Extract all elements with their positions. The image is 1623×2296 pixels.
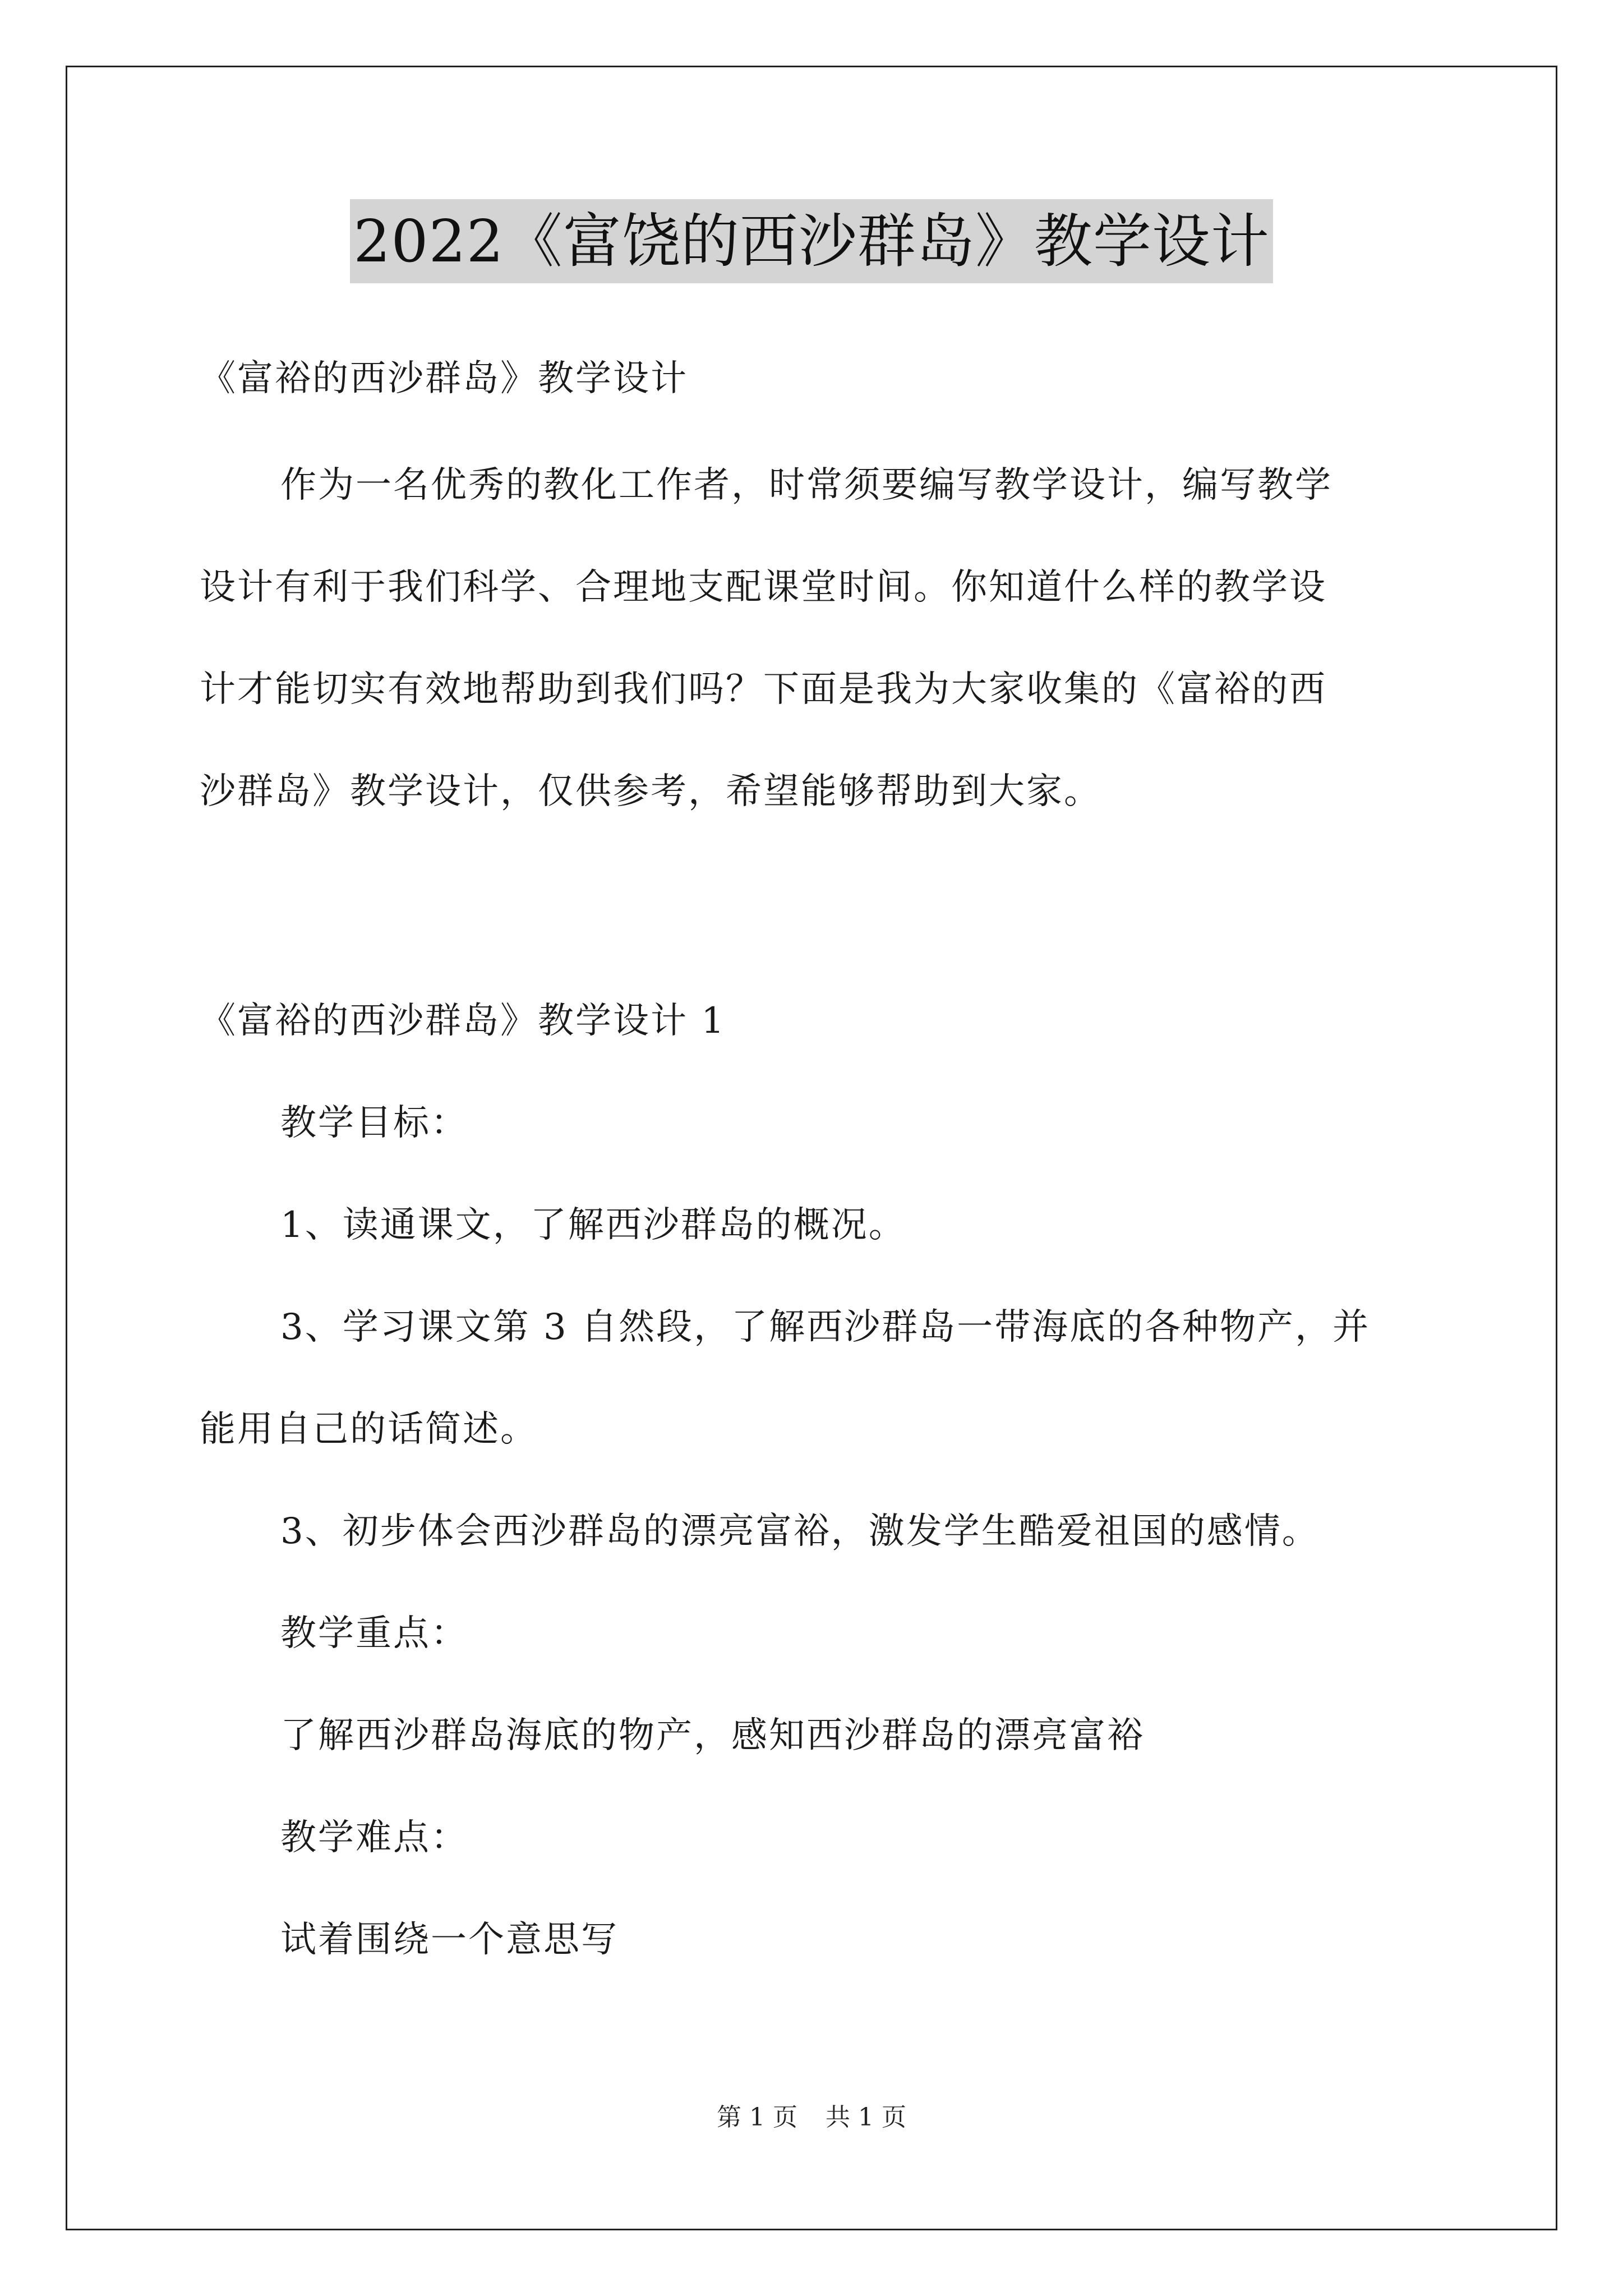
objectives-heading: 教学目标：: [280, 1102, 468, 1144]
page-number: 第 1 页: [717, 2103, 797, 2132]
document-title: 2022《富饶的西沙群岛》教学设计: [350, 199, 1273, 283]
key-points-heading: 教学重点：: [280, 1613, 468, 1654]
objective-3: 3、初步体会西沙群岛的漂亮富裕，激发学生酷爱祖国的感情。: [280, 1511, 1320, 1552]
key-points-text: 了解西沙群岛海底的物产，感知西沙群岛的漂亮富裕: [280, 1715, 1145, 1756]
title-container: [0, 199, 1623, 283]
objective-2-line-1: 3、学习课文第 3 自然段，了解西沙群岛一带海底的各种物产，并: [280, 1306, 1371, 1348]
subtitle: 《富裕的西沙群岛》教学设计: [200, 358, 688, 399]
difficulties-heading: 教学难点：: [280, 1817, 468, 1858]
intro-paragraph-line-3: 计才能切实有效地帮助到我们吗？下面是我为大家收集的《富裕的西: [200, 669, 1327, 710]
objective-1: 1、读通课文，了解西沙群岛的概况。: [280, 1204, 906, 1246]
page-footer: [0, 2101, 1623, 2134]
section-heading: 《富裕的西沙群岛》教学设计 1: [200, 1000, 726, 1042]
page-total: 共 1 页: [826, 2103, 906, 2132]
objective-2-line-2: 能用自己的话简述。: [200, 1409, 538, 1450]
intro-paragraph-line-2: 设计有利于我们科学、合理地支配课堂时间。你知道什么样的教学设: [200, 567, 1327, 608]
difficulties-text: 试着围绕一个意思写: [280, 1919, 619, 1961]
intro-paragraph-line-4: 沙群岛》教学设计，仅供参考，希望能够帮助到大家。: [200, 771, 1101, 812]
intro-paragraph-line-1: 作为一名优秀的教化工作者，时常须要编写教学设计，编写教学: [280, 464, 1332, 506]
